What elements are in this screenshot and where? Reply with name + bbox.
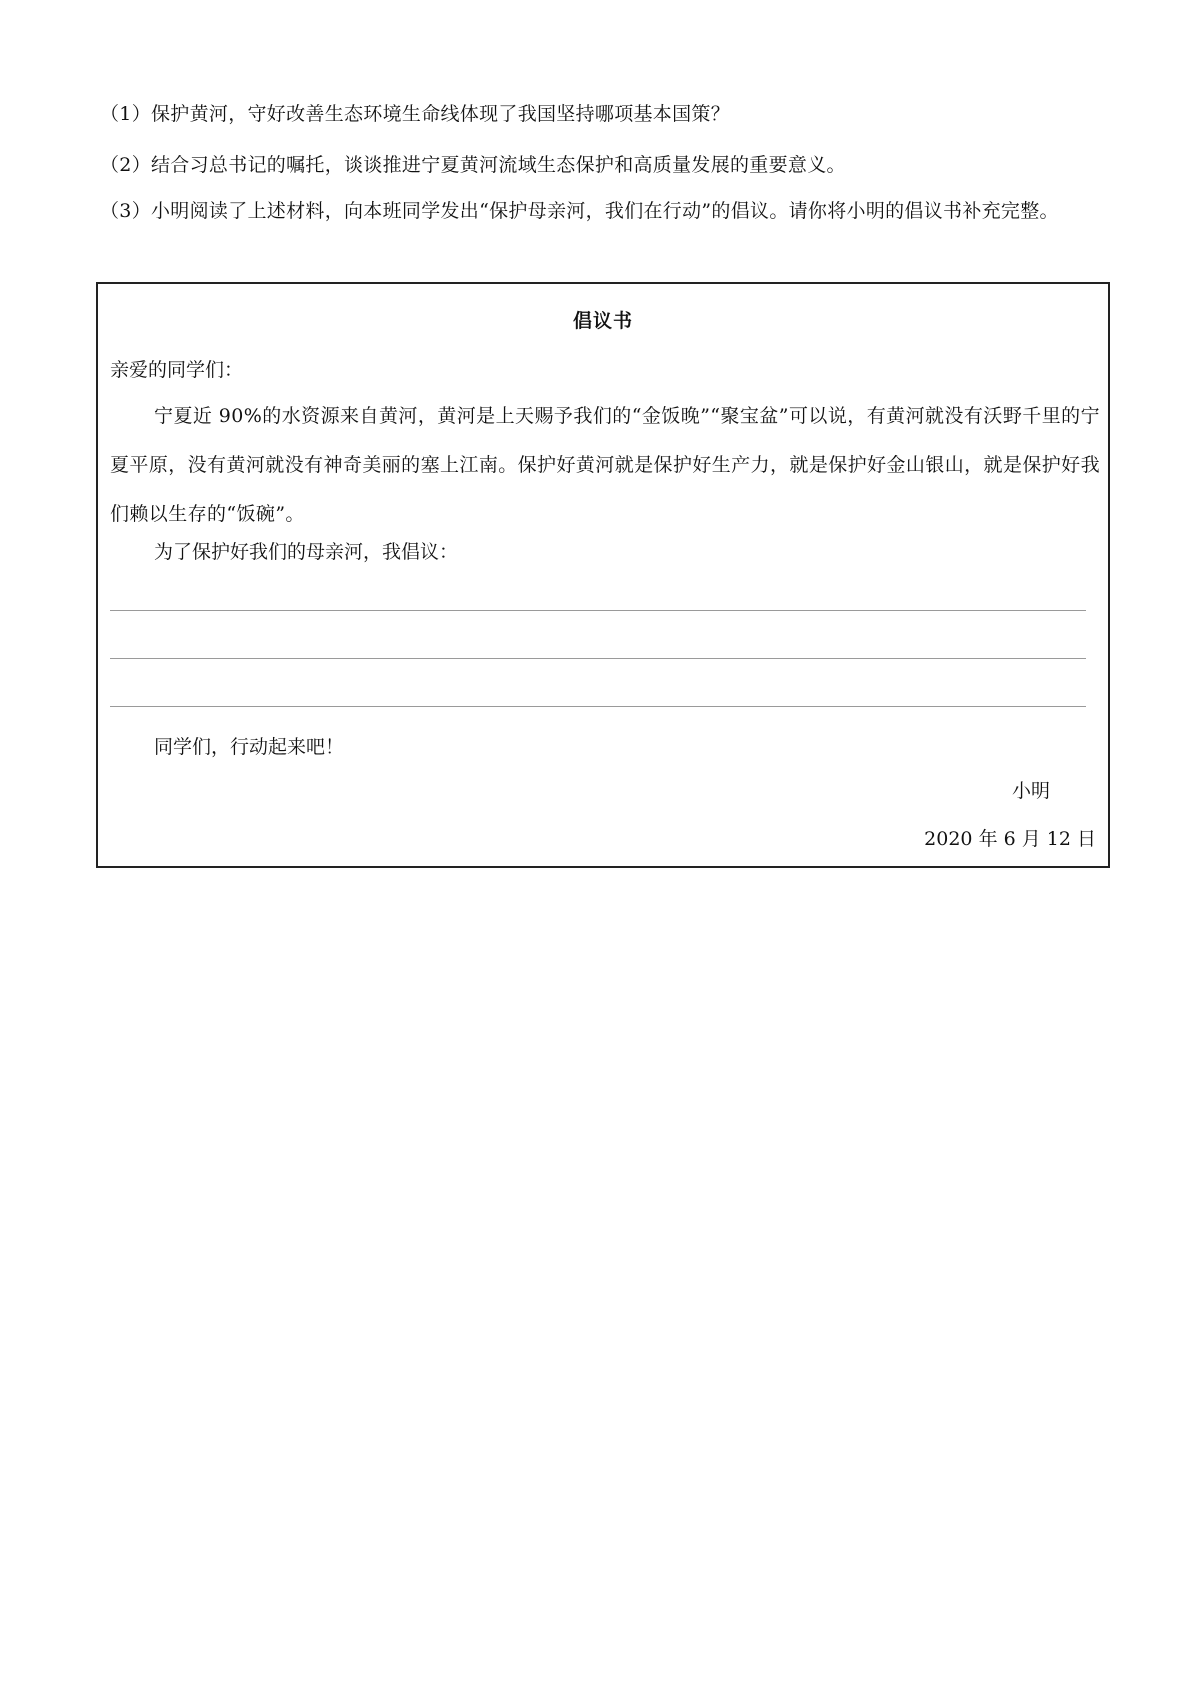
proposal-closing: 同学们，行动起来吧！	[154, 736, 345, 758]
question-1: （1）保护黄河，守好改善生态环境生命线体现了我国坚持哪项基本国策？	[100, 103, 730, 125]
proposal-box	[96, 282, 1110, 868]
question-2: （2）结合习总书记的嘱托，谈谈推进宁夏黄河流域生态保护和高质量发展的重要意义。	[100, 154, 846, 176]
proposal-body: 宁夏近 90%的水资源来自黄河，黄河是上天赐予我们的“金饭晚”“聚宝盆”可以说，有黄河就没有沃野千里的宁夏平原，没有黄河就没有神奇美丽的塞上江南。保护好黄河就是保护好生产力，就是保护好金山银山，就是保护好我们赖以生存的“饭碗”。	[110, 405, 1100, 525]
answer-blank-line-1[interactable]	[110, 610, 1086, 611]
question-3: （3）小明阅读了上述材料，向本班同学发出“保护母亲河，我们在行动”的倡议。请你将小明的倡议书补充完整。	[100, 200, 1059, 222]
answer-blank-line-3[interactable]	[110, 706, 1086, 707]
proposal-date: 2020 年 6 月 12 日	[924, 828, 1096, 850]
answer-blank-line-2[interactable]	[110, 658, 1086, 659]
proposal-intro-line: 为了保护好我们的母亲河，我倡议：	[154, 541, 459, 563]
proposal-greeting: 亲爱的同学们：	[110, 359, 244, 381]
proposal-title: 倡议书	[572, 310, 633, 332]
proposal-signer: 小明	[1011, 780, 1050, 802]
